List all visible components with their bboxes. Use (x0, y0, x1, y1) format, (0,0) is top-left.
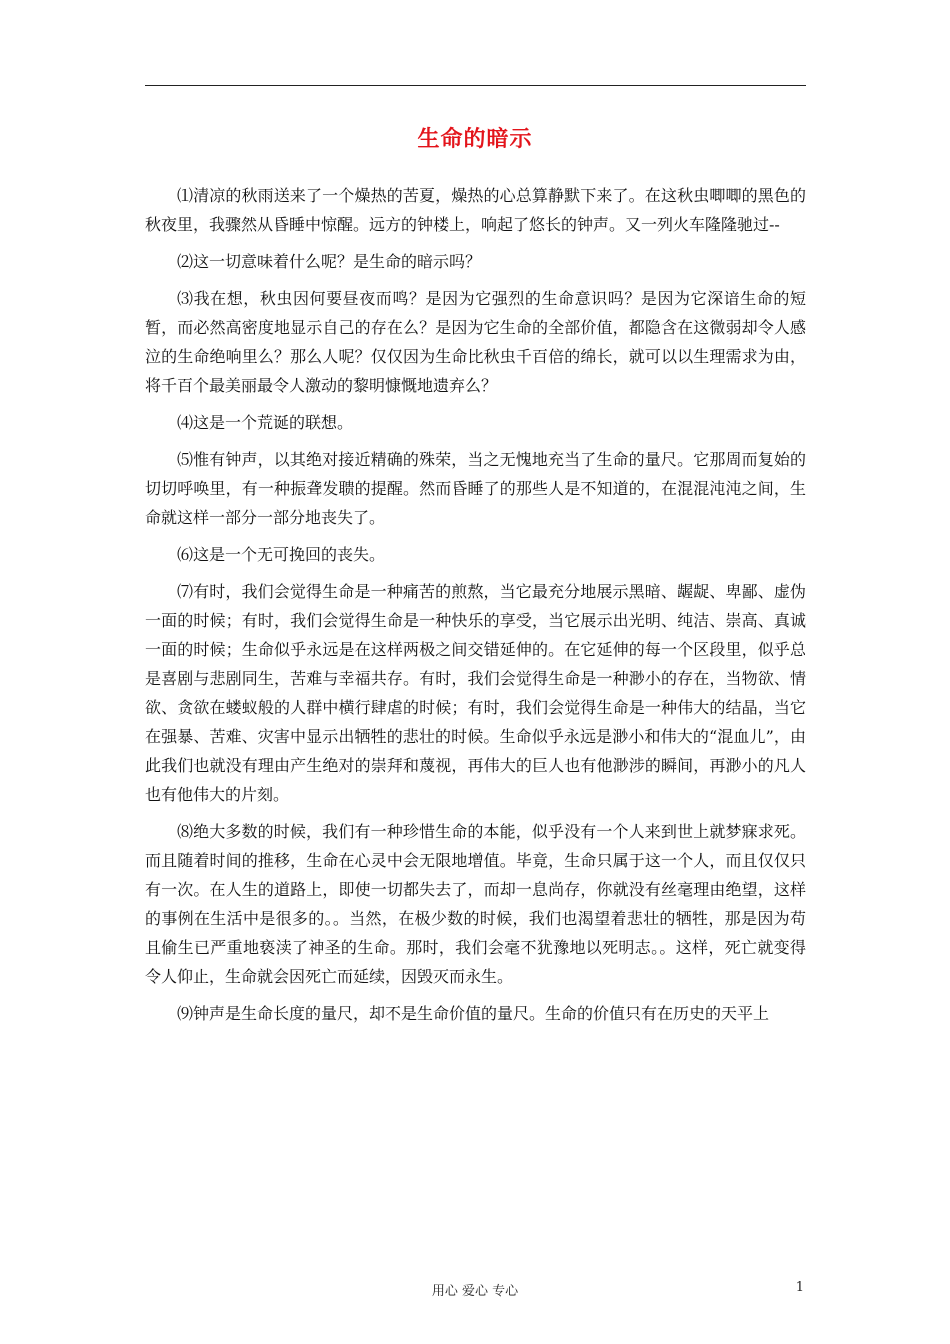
paragraph-7: ⑺有时，我们会觉得生命是一种痛苦的煎熬，当它最充分地展示黑暗、龌龊、卑鄙、虚伪一面的时候；有时，我们会觉得生命是一种快乐的享受，当它展示出光明、纯洁、崇高、真诚一面的时候；生命似乎永远是在这样两极之间交错延伸的。在它延伸的每一个区段里，似乎总是喜剧与悲剧同生，苦难与幸福共存。有时，我们会觉得生命是一种渺小的存在，当物欲、情欲、贪欲在蝼蚁般的人群中横行肆虐的时候；有时，我们会觉得生命是一种伟大的结晶，当它在强暴、苦难、灾害中显示出牺牲的悲壮的时候。生命似乎永远是渺小和伟大的“混血儿”，由此我们也就没有理由产生绝对的崇拜和蔑视，再伟大的巨人也有他渺涉的瞬间，再渺小的凡人也有他伟大的片刻。 (145, 582, 806, 804)
paragraph-6: ⑹这是一个无可挽回的丧失。 (177, 545, 386, 564)
header-rule (145, 85, 806, 86)
page-number: 1 (795, 1280, 804, 1295)
paragraph-3: ⑶我在想，秋虫因何要昼夜而鸣？是因为它强烈的生命意识吗？是因为它深谙生命的短暂，而必然高密度地显示自己的存在么？是因为它生命的全部价值，都隐含在这微弱却令人感泣的生命绝响里么？那么人呢？仅仅因为生命比秋虫千百倍的绵长，就可以以生理需求为由，将千百个最美丽最令人激动的黎明慷慨地遗弃么？ (145, 289, 806, 395)
paragraph-9: ⑼钟声是生命长度的量尺，却不是生命价值的量尺。生命的价值只有在历史的天平上 (177, 1004, 770, 1023)
paragraph-8: ⑻绝大多数的时候，我们有一种珍惜生命的本能，似乎没有一个人来到世上就梦寐求死。而且随着时间的推移，生命在心灵中会无限地增值。毕竟，生命只属于这一个人，而且仅仅只有一次。在人生的道路上，即使一切都失去了，而却一息尚存，你就没有丝毫理由绝望，这样的事例在生活中是很多的。。当然，在极少数的时候，我们也渴望着悲壮的牺牲，那是因为苟且偷生已严重地亵渎了神圣的生命。那时，我们会毫不犹豫地以死明志。。这样，死亡就变得令人仰止，生命就会因死亡而延续，因毁灭而永生。 (145, 822, 806, 986)
footer-text: 用心 爱心 专心 (431, 1284, 519, 1299)
page-footer (0, 1280, 950, 1300)
paragraph-2: ⑵这一切意味着什么呢？是生命的暗示吗？ (177, 252, 482, 271)
paragraph-5: ⑸惟有钟声，以其绝对接近精确的殊荣，当之无愧地充当了生命的量尺。它那周而复始的切切呼唤里，有一种振聋发聩的提醒。然而昏睡了的那些人是不知道的，在混混沌沌之间，生命就这样一部分一部分地丧失了。 (145, 450, 806, 527)
paragraph-4: ⑷这是一个荒诞的联想。 (177, 413, 354, 432)
document-body (145, 181, 806, 1036)
document-title: 生命的暗示 (417, 127, 533, 152)
paragraph-1: ⑴清凉的秋雨送来了一个燥热的苦夏，燥热的心总算静默下来了。在这秋虫唧唧的黑色的秋夜里，我骤然从昏睡中惊醒。远方的钟楼上，响起了悠长的钟声。又一列火车隆隆驰过-- (145, 186, 806, 234)
